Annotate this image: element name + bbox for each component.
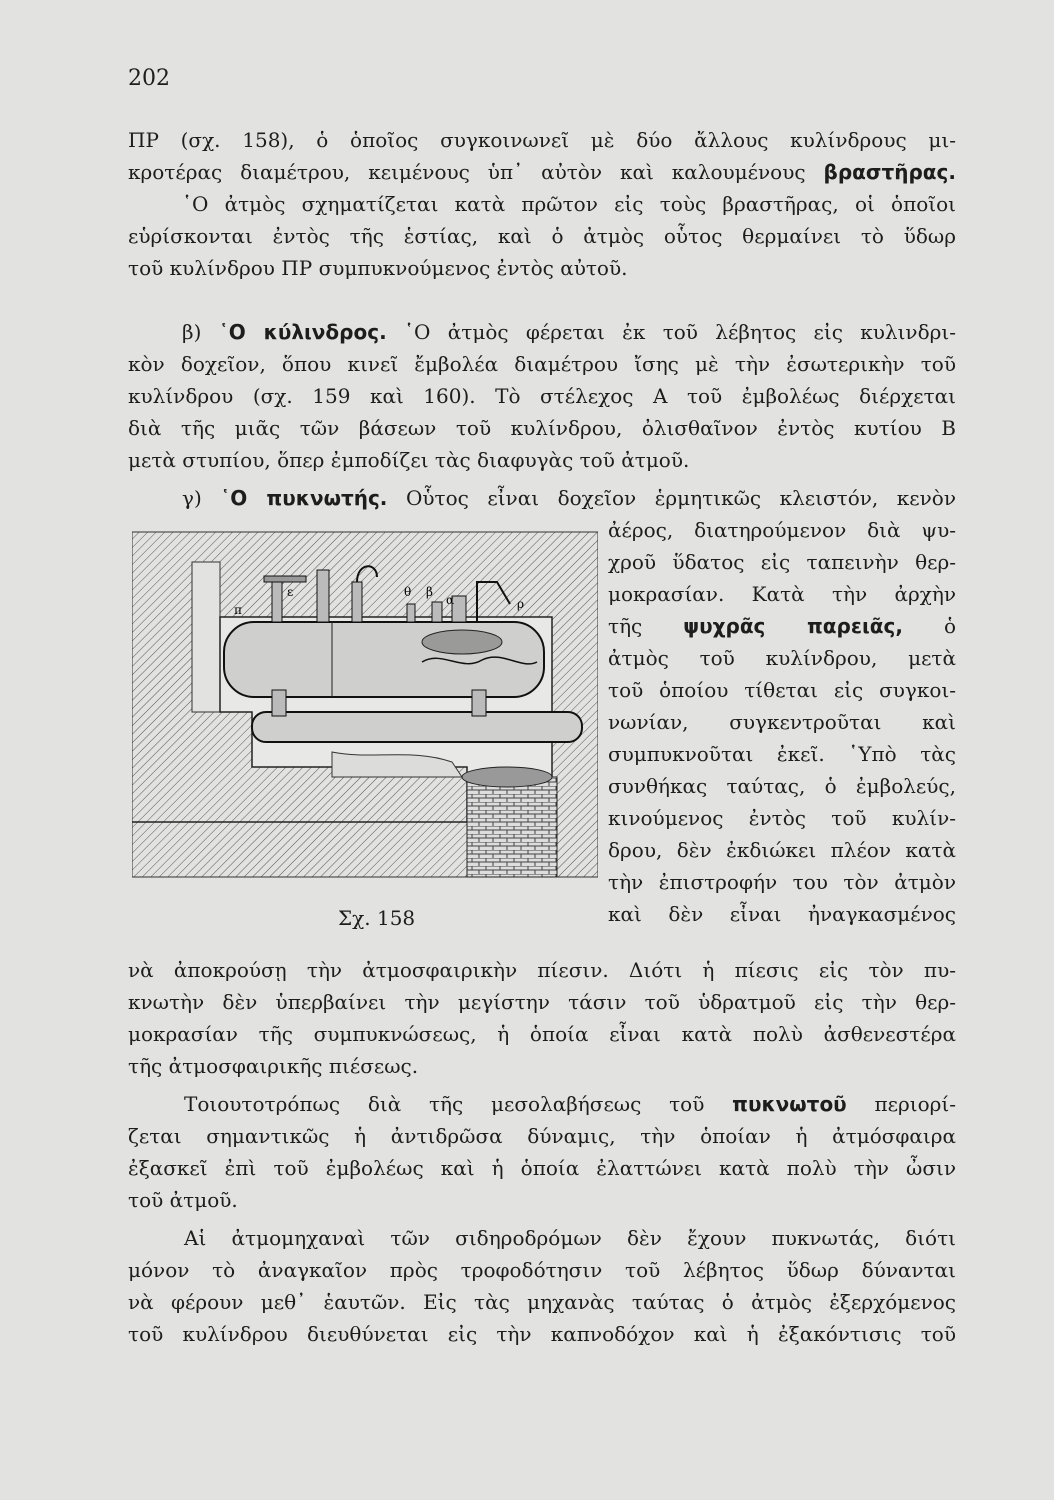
term-kylindros: ῾Ο κύλινδρος. xyxy=(218,320,387,344)
text-line xyxy=(128,316,956,348)
label-theta: θ xyxy=(404,585,412,599)
text-line: ἀτμὸς τοῦ κυλίνδρου, μετὰ xyxy=(608,646,956,670)
text-line: κυλίνδρου (σχ. 159 καὶ 160). Τὸ στέλεχος Α τοῦ ἐμβολέως διέρχεται xyxy=(128,384,956,408)
text-line: καὶ δὲν εἶναι ἠναγκασμένος xyxy=(608,902,956,926)
text-line: τοῦ κυλίνδρου ΠΡ συμπυκνούμενος ἐντὸς αὐτοῦ. xyxy=(128,256,628,280)
firebox-bricks xyxy=(467,777,557,877)
section-c-continuation xyxy=(128,954,956,1082)
label-pi: π xyxy=(234,603,242,617)
text-span: ῾Ο ἀτμὸς φέρεται ἐκ τοῦ λέβητος εἰς κυλινδρι- xyxy=(386,320,956,344)
intro-paragraph xyxy=(128,124,956,284)
page-number: 202 xyxy=(128,66,170,91)
fitting-pipe xyxy=(272,582,282,622)
term-vrastires: βραστῆρας. xyxy=(823,160,956,184)
section-b-paragraph xyxy=(128,316,956,476)
term-pyknotou: πυκνωτοῦ xyxy=(732,1092,847,1116)
coal-in-drum xyxy=(422,630,502,654)
heater-tube xyxy=(252,712,582,742)
text-line: ΠΡ (σχ. 158), ὁ ὁποῖος συγκοινωνεῖ μὲ δύο ἄλλους κυλίνδρους μι- xyxy=(128,128,956,152)
text-line xyxy=(128,1088,956,1120)
text-line xyxy=(608,610,956,642)
term-psychras-pareias: ψυχρᾶς παρειᾶς, xyxy=(683,614,903,638)
fitting-pipe xyxy=(352,582,362,622)
text-span: κροτέρας διαμέτρου, κειμένους ὑπ᾽ αὐτὸν καὶ καλουμένους xyxy=(128,160,824,184)
text-line: ζεται σημαντικῶς ἡ ἀντιδρῶσα δύναμις, τὴν ὁποίαν ἡ ἀτμόσφαιρα xyxy=(128,1124,956,1148)
text-line: τὴν ἐπιστροφήν του τὸν ἀτμὸν xyxy=(608,870,956,894)
text-line xyxy=(128,482,956,514)
connecting-neck xyxy=(472,690,486,716)
text-line: τῆς ἀτμοσφαιρικῆς πιέσεως. xyxy=(128,1054,419,1078)
text-line: μοκρασίαν τῆς συμπυκνώσεως, ἡ ὁποία εἶναι κατὰ πολὺ ἀσθενεστέρα xyxy=(128,1022,956,1046)
text-line: κὸν δοχεῖον, ὅπου κινεῖ ἔμβολέα διαμέτρου ἴσης μὲ τὴν ἐσωτερικὴν τοῦ xyxy=(128,352,956,376)
text-line: Αἱ ἀτμομηχαναὶ τῶν σιδηροδρόμων δὲν ἔχουν πυκνωτάς, διότι xyxy=(184,1226,956,1250)
gauge xyxy=(407,604,415,622)
text-line: ἀέρος, διατηρούμενον διὰ ψυ- xyxy=(608,518,956,542)
text-line: συνθήκας ταύτας, ὁ ἐμβολεύς, xyxy=(608,774,956,798)
label-epsilon: ε xyxy=(287,585,294,599)
text-line: εὑρίσκονται ἐντὸς τῆς ἑστίας, καὶ ὁ ἀτμὸς οὗτος θερμαίνει τὸ ὕδωρ xyxy=(128,224,956,248)
text-line: τοῦ ἀτμοῦ. xyxy=(128,1188,238,1212)
text-line: τοῦ κυλίνδρου διευθύνεται εἰς τὴν καπνοδόχον καὶ ἡ ἐξακόντισις τοῦ xyxy=(128,1322,956,1346)
text-line: κινούμενος ἐντὸς τοῦ κυλίν- xyxy=(608,806,956,830)
text-line: ἐξασκεῖ ἐπὶ τοῦ ἐμβολέως καὶ ἡ ὁποία ἐλαττώνει κατὰ πολὺ τὴν ὦσιν xyxy=(128,1156,956,1180)
text-span: τῆς xyxy=(608,614,684,638)
text-line: νωνίαν, συγκεντροῦται καὶ xyxy=(608,710,956,734)
text-line: συμπυκνοῦται ἐκεῖ. ῾Υπὸ τὰς xyxy=(608,742,956,766)
fitting-pipe xyxy=(264,576,306,582)
text-line: δρου, δὲν ἐκδιώκει πλέον κατὰ xyxy=(608,838,956,862)
section-label: β) xyxy=(182,320,219,344)
label-rho: ρ xyxy=(517,597,525,611)
text-line: μόνον τὸ ἀναγκαῖον πρὸς τροφοδότησιν τοῦ λέβητος ὕδωρ δύνανται xyxy=(128,1258,956,1282)
text-span: περιορί- xyxy=(846,1092,956,1116)
text-line: ῾Ο ἀτμὸς σχηματίζεται κατὰ πρῶτον εἰς τοὺς βραστῆρας, οἱ ὁποῖοι xyxy=(182,192,956,216)
text-span: ὁ xyxy=(943,614,956,638)
text-span: Οὗτος εἶναι δοχεῖον ἑρμητικῶς κλειστόν, κενὸν xyxy=(387,486,956,510)
text-line: μοκρασίαν. Κατὰ τὴν ἀρχὴν xyxy=(608,582,956,606)
text-line: κνωτὴν δὲν ὑπερβαίνει τὴν μεγίστην τάσιν τοῦ ὑδρατμοῦ εἰς τὴν θερ- xyxy=(128,990,956,1014)
main-boiler-drum xyxy=(224,622,544,697)
flue-channel xyxy=(192,562,220,712)
label-beta: β xyxy=(426,585,433,599)
text-line: μετὰ στυπίου, ὅπερ ἐμποδίζει τὰς διαφυγὰς τοῦ ἀτμοῦ. xyxy=(128,448,690,472)
figure-side-text xyxy=(608,514,956,930)
paragraph-toioutotropos xyxy=(128,1088,956,1216)
gauge xyxy=(432,602,442,622)
label-alpha: α xyxy=(446,593,455,607)
text-line: διὰ τῆς μιᾶς τῶν βάσεων τοῦ κυλίνδρου, ὀλισθαῖνον ἐντὸς κυτίου Β xyxy=(128,416,956,440)
boiler-illustration xyxy=(132,522,598,897)
text-line: τοῦ ὁποίου τίθεται εἰς συγκοι- xyxy=(608,678,956,702)
connecting-neck xyxy=(272,690,286,716)
safety-valve xyxy=(317,570,329,622)
text-line xyxy=(128,156,956,188)
coal-pile xyxy=(462,767,552,787)
text-span: Τοιουτοτρόπως διὰ τῆς μεσολαβήσεως τοῦ xyxy=(184,1092,733,1116)
section-label: γ) xyxy=(182,486,221,510)
text-line: νὰ ἀποκρούσῃ τὴν ἀτμοσφαιρικὴν πίεσιν. Διότι ἡ πίεσις εἰς τὸν πυ- xyxy=(128,958,956,982)
term-pyknotis: ῾Ο πυκνωτής. xyxy=(220,486,388,510)
text-line: νὰ φέρουν μεθ᾽ ἑαυτῶν. Εἰς τὰς μηχανὰς ταύτας ὁ ἀτμὸς ἐξερχόμενος xyxy=(128,1290,956,1314)
figure-caption: Σχ. 158 xyxy=(338,906,416,930)
paragraph-atmomichanai xyxy=(128,1222,956,1350)
boiler-figure xyxy=(132,522,598,897)
section-c-heading-line xyxy=(128,482,956,514)
text-line: χροῦ ὕδατος εἰς ταπεινὴν θερ- xyxy=(608,550,956,574)
